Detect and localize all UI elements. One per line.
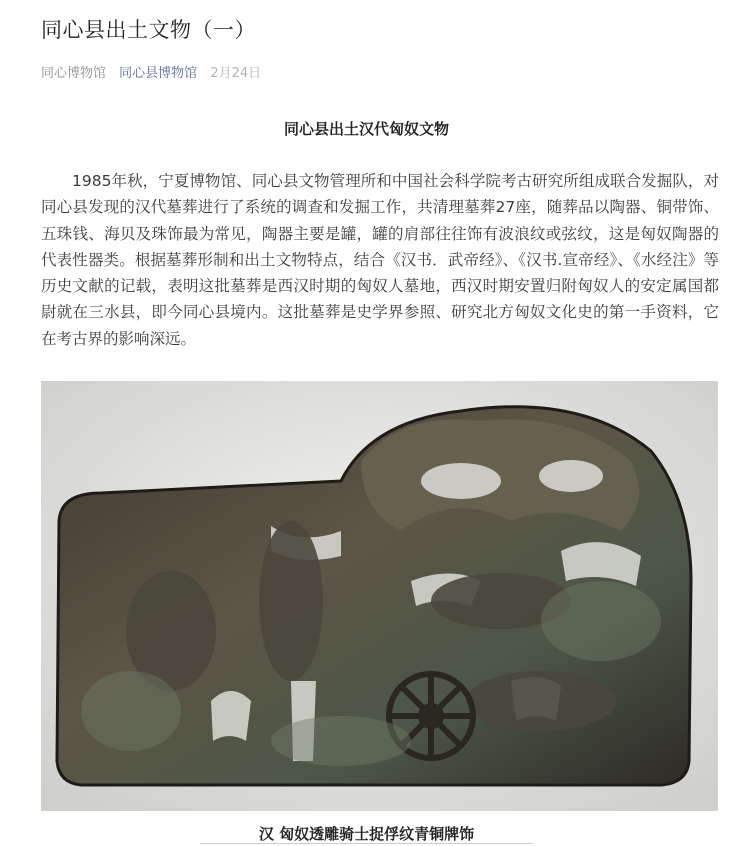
author-name: 同心博物馆 — [41, 66, 107, 81]
account-link[interactable]: 同心县博物馆 — [119, 66, 198, 81]
article-title: 同心县出土文物（一） — [41, 18, 256, 42]
caption-divider — [200, 843, 533, 844]
standing-figure — [259, 521, 323, 681]
body-paragraph: 1985年秋，宁夏博物馆、同心县文物管理所和中国社会科学院考古研究所组成联合发掘队，对同心县发现的汉代墓葬进行了系统的调查和发掘工作，共清理墓葬27座，随葬品以陶器、铜带饰、五珠钱、海贝及珠饰最为常见，陶器主要是罐，罐的肩部往往饰有波浪纹或弦纹，这是匈奴陶器的代表性器类。根据墓葬形制和出土文物特点，结合《汉书．武帝经》、《汉书.宣帝经》、《水经注》等历史文献的记载，表明这批墓葬是西汉时期的匈奴人墓地，西汉时期安置归附匈奴人的安定属国都尉就在三水县，即今同心县境内。这批墓葬是史学界参照、研究北方匈奴文化史的第一手资料，它在考古界的影响深远。 — [41, 172, 719, 348]
artifact-photo — [41, 381, 718, 811]
publish-date: 2月24日 — [210, 66, 262, 81]
section-subheading: 同心县出土汉代匈奴文物 — [283, 120, 449, 138]
horse-figure — [466, 671, 616, 731]
image-caption: 汉 匈奴透雕骑士捉俘纹青铜牌饰 — [258, 825, 475, 843]
article-meta — [41, 62, 270, 81]
